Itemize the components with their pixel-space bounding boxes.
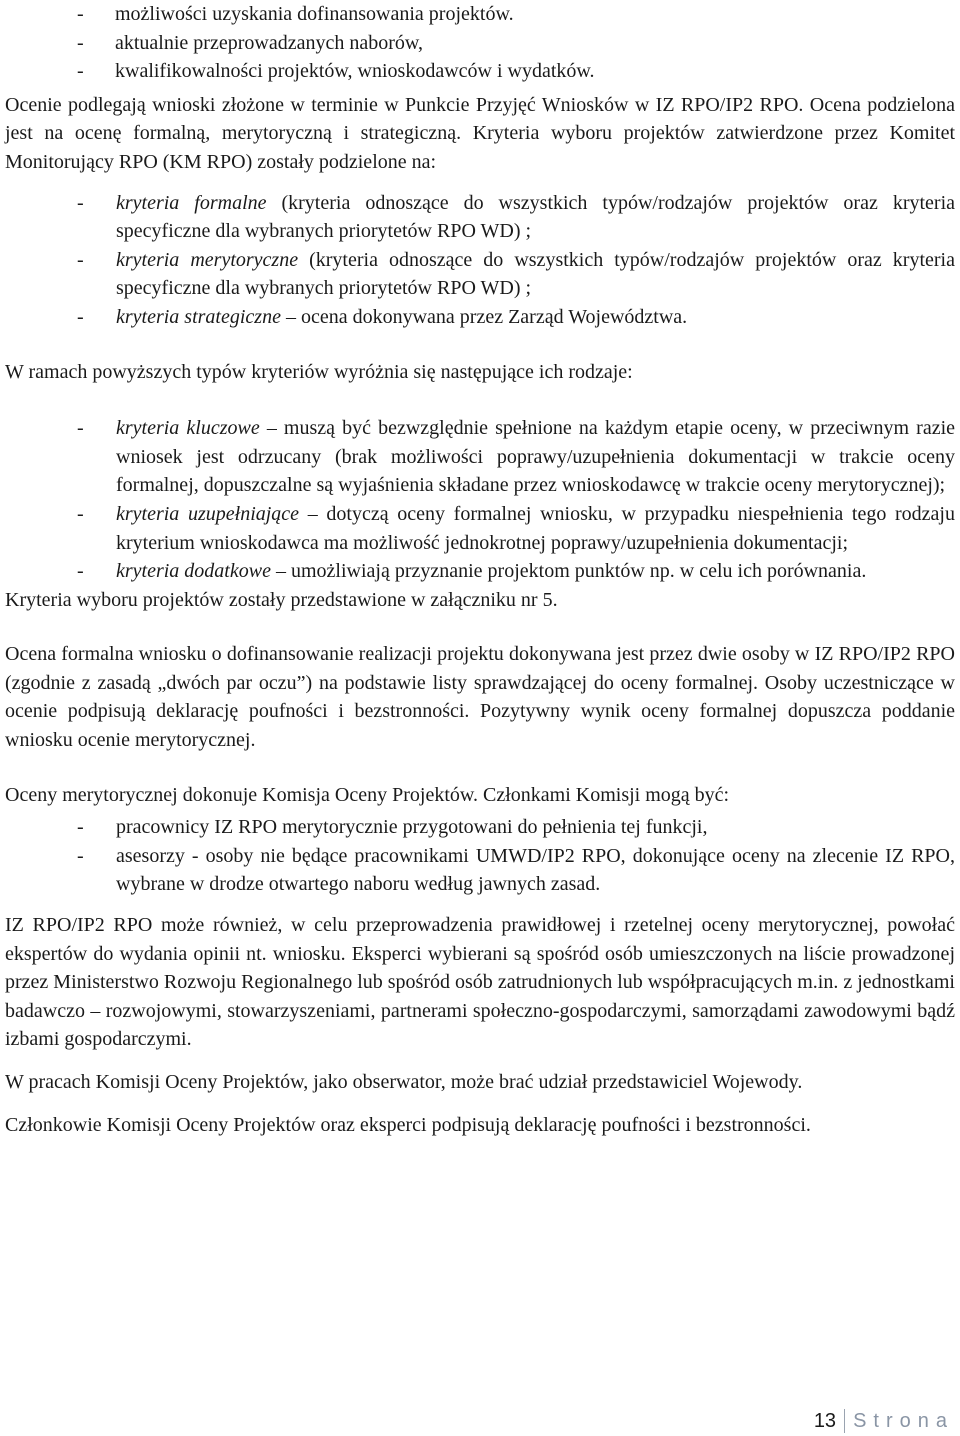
annex-reference: Kryteria wyboru projektów zostały przedstawione w załączniku nr 5.: [5, 588, 558, 611]
criteria-kinds-intro: W ramach powyższych typów kryteriów wyróżnia się następujące ich rodzaje:: [5, 360, 633, 383]
document-page: [5, 0, 955, 1139]
formal-evaluation-paragraph: Ocena formalna wniosku o dofinansowanie realizacji projektu dokonywana jest przez dwie osoby w IZ RPO/IP2 RPO (zgodnie z zasadą „dwóch par oczu”) na podstawie listy sprawdzającej do oceny formalnej. Osoby uczestniczące w ocenie podpisują deklarację poufności i bezstronności. Pozytywny wynik oceny formalnej dopuszcza poddanie wniosku ocenie merytorycznej.: [5, 643, 955, 752]
evaluation-paragraph: Ocenie podlegają wnioski złożone w terminie w Punkcie Przyjęć Wniosków w IZ RPO/IP2 RPO. Ocena podzielona jest na ocenę formalną, merytoryczną i strategiczną. Kryteria wyboru projektów zatwierdzone przez Komitet Monitorujący RPO (KM RPO) zostały podzielone na:: [5, 93, 955, 173]
page-number: 13: [813, 1409, 837, 1432]
list-item: - kryteria kluczowe – muszą być bezwzględnie spełnione na każdym etapie oceny, w przeciwnym razie wniosek jest odrzucany (brak możliwości poprawy/uzupełnienia dokumentacji w trakcie oceny formalnej, dopuszczalne są wyjaśnienia składane przez wnioskodawcę w trakcie oceny merytorycznej);: [77, 417, 956, 497]
list-item: - pracownicy IZ RPO merytorycznie przygotowani do pełnienia tej funkcji,: [77, 816, 708, 839]
commission-paragraph: Oceny merytorycznej dokonuje Komisja Oceny Projektów. Członkami Komisji mogą być:: [5, 783, 730, 806]
list-item: - kryteria uzupełniające – dotyczą oceny formalnej wniosku, w przypadku niespełnienia tego rodzaju kryterium wnioskodawca ma możliwość jednokrotnej poprawy/uzupełnienia dokumentacji;: [77, 502, 955, 554]
list-item: - kwalifikowalności projektów, wnioskodawców i wydatków.: [77, 60, 595, 83]
page-footer: [814, 1406, 954, 1436]
list-item: - kryteria formalne (kryteria odnoszące do wszystkich typów/rodzajów projektów oraz kryteria specyficzne dla wybranych priorytetów RPO WD) ;: [77, 191, 956, 243]
page-label: Strona: [853, 1409, 954, 1432]
list-item: - aktualnie przeprowadzanych naborów,: [77, 31, 424, 54]
observer-paragraph: W pracach Komisji Oceny Projektów, jako obserwator, może brać udział przedstawiciel Wojewody.: [5, 1071, 803, 1093]
declaration-paragraph: Członkowie Komisji Oceny Projektów oraz eksperci podpisują deklarację poufności i bezstronności.: [5, 1113, 811, 1136]
list-item: - kryteria dodatkowe – umożliwiają przyznanie projektom punktów np. w celu ich porównania.: [77, 560, 867, 583]
commission-members-list: [5, 813, 955, 899]
list-item: - kryteria strategiczne – ocena dokonywana przez Zarząd Województwa.: [77, 305, 688, 328]
experts-paragraph: IZ RPO/IP2 RPO może również, w celu przeprowadzenia prawidłowej i rzetelnej oceny merytorycznej, powołać ekspertów do wydania opinii nt. wniosku. Eksperci wybierani są spośród osób umieszczonych na liście prowadzonej przez Ministerstwo Rozwoju Regionalnego lub spośród osób zatrudnionych lub współpracujących m.in. z jednostkami badawczo – rozwojowymi, stowarzyszeniami, partnerami społeczno-gospodarczymi, samorządami zawodowymi bądź izbami gospodarczymi.: [5, 914, 955, 1051]
list-item: - możliwości uzyskania dofinansowania projektów.: [77, 3, 514, 25]
list-item: - asesorzy - osoby nie będące pracownikami UMWD/IP2 RPO, dokonujące oceny na zlecenie IZ RPO, wybrane w drodze otwartego naboru według jawnych zasad.: [77, 844, 955, 896]
intro-bullet-list: [5, 0, 955, 86]
criteria-types-list: [5, 189, 955, 332]
list-item: - kryteria merytoryczne (kryteria odnoszące do wszystkich typów/rodzajów projektów oraz kryteria specyficzne dla wybranych priorytetów RPO WD) ;: [77, 248, 955, 300]
footer-separator: [844, 1409, 845, 1433]
criteria-kinds-list: [5, 414, 955, 586]
